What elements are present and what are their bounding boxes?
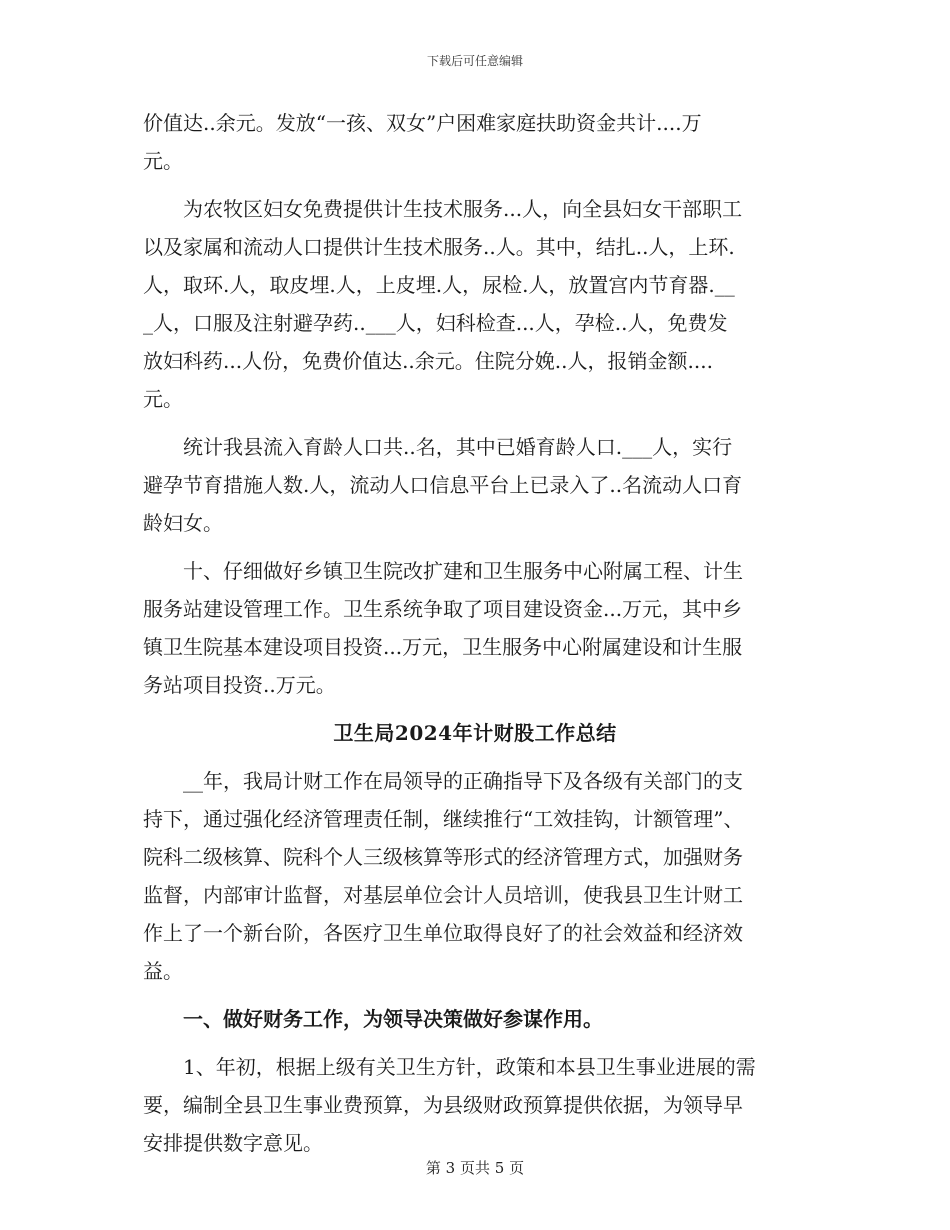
page-header: 下载后可任意编辑 [426,54,523,68]
paragraph [143,552,807,704]
text-line: __年，我局计财工作在局领导的正确指导下及各级有关部门的支 [143,769,743,793]
paragraph-gap [143,990,807,1000]
text-line: 益。 [143,959,183,983]
text-line: 为农牧区妇女免费提供计生技术服务...人，向全县妇女干部职工 [143,197,743,221]
text-line: 要，编制全县卫生事业费预算，为县级财政预算提供依据，为领导早 [143,1093,743,1117]
text-line: 作上了一个新台阶，各医疗卫生单位取得良好了的社会效益和经济效 [143,921,743,945]
text-line: 龄妇女。 [143,511,223,535]
text-line: 服务站建设管理工作。卫生系统争取了项目建设资金...万元，其中乡 [143,597,743,621]
text-line: 元。 [143,387,183,411]
text-line: 以及家属和流动人口提供计生技术服务..人。其中，结扎..人，上环. [143,235,735,259]
text-line: 卫生局2024年计财股工作总结 [333,721,617,745]
paragraph [143,104,807,180]
text-line: 持下，通过强化经济管理责任制，继续推行“工效挂钩，计额管理”、 [143,807,744,831]
paragraph [143,762,807,990]
text-line: _人，口服及注射避孕药..___人，妇科检查...人，孕检..人，免费发 [143,311,728,335]
text-line: 十、仔细做好乡镇卫生院改扩建和卫生服务中心附属工程、计生 [143,559,743,583]
text-line: 元。 [143,149,183,173]
text-line: 院科二级核算、院科个人三级核算等形式的经济管理方式，加强财务 [143,845,743,869]
text-line: 避孕节育措施人数.人，流动人口信息平台上已录入了..名流动人口育 [143,473,743,497]
text-line: 监督，内部审计监督，对基层单位会计人员培训，使我县卫生计财工 [143,883,743,907]
section-heading [143,1000,807,1038]
paragraph [143,190,807,418]
text-line: 统计我县流入育龄人口共..名，其中已婚育龄人口.___人，实行 [143,435,733,459]
paragraph-gap [143,1038,807,1048]
paragraph [143,428,807,542]
paragraph-gap [143,752,807,762]
text-line: 镇卫生院基本建设项目投资...万元，卫生服务中心附属建设和计生服 [143,635,743,659]
text-line: 1、年初，根据上级有关卫生方针，政策和本县卫生事业进展的需 [143,1055,756,1079]
text-line: 务站项目投资..万元。 [143,673,336,697]
paragraph-gap [143,180,807,190]
document-body [143,104,807,1162]
paragraph-gap [143,418,807,428]
text-line: 一、做好财务工作，为领导决策做好参谋作用。 [143,1007,603,1031]
paragraph-gap [143,542,807,552]
text-line: 安排提供数字意见。 [143,1131,323,1155]
text-line: 人，取环.人，取皮埋.人，上皮埋.人，尿检.人，放置宫内节育器.__ [143,273,735,297]
page-footer: 第 3 页共 5 页 [425,1159,525,1177]
section-title [143,714,807,752]
paragraph-gap [143,704,807,714]
paragraph [143,1048,807,1162]
text-line: 价值达..余元。发放“一孩、双女”户困难家庭扶助资金共计....万 [143,111,702,135]
text-line: 放妇科药...人份，免费价值达..余元。住院分娩..人，报销金额.... [143,349,713,373]
